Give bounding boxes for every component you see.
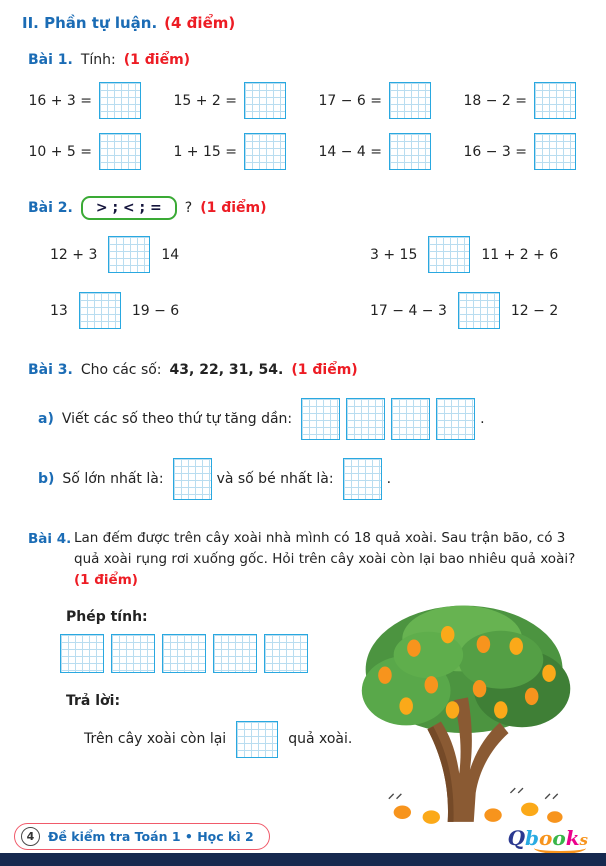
section-header (0, 0, 606, 32)
comparison-right: 19 − 6 (131, 302, 180, 319)
answer-grid[interactable] (389, 82, 431, 119)
bai1-row-1 (28, 82, 576, 119)
comparison-left: 13 (50, 302, 68, 319)
answer-grid[interactable] (264, 634, 308, 673)
part-b-text-2: và số bé nhất là: (216, 471, 334, 487)
comparison (370, 236, 558, 273)
comparison (50, 292, 179, 329)
page-number: 4 (21, 827, 40, 846)
comparison-symbols-box: > ; < ; = (81, 196, 177, 220)
exercise-2-label: Bài 2. (28, 200, 73, 216)
answer-grid[interactable] (213, 634, 257, 673)
part-a-answer-boxes (301, 398, 475, 440)
exercise-3-intro: Cho các số: (80, 362, 162, 378)
exercise-1-header (28, 52, 606, 68)
comparison-right: 11 + 2 + 6 (481, 246, 559, 263)
answer-grid[interactable] (60, 634, 104, 673)
bai3-part-a (38, 398, 606, 440)
logo-letter: o (552, 826, 566, 850)
answer-grid[interactable] (236, 721, 278, 758)
exercise-1 (0, 52, 606, 170)
answer-grid[interactable] (108, 236, 150, 273)
answer-prefix: Trên cây xoài còn lại (84, 731, 227, 748)
bai3-part-b (38, 458, 606, 500)
answer-grid[interactable] (436, 398, 475, 440)
section-points: (4 điểm) (164, 14, 236, 32)
mango-tree-illustration (356, 592, 578, 824)
bai2-row-2 (0, 292, 606, 332)
answer-label: Trả lời: (66, 692, 121, 709)
part-b-answer-box-2-wrap (343, 458, 382, 500)
logo-letter: b (525, 826, 539, 850)
exercise-3-points: (1 điểm) (291, 362, 358, 378)
section-title: II. Phần tự luận. (22, 14, 158, 32)
answer-grid[interactable] (99, 133, 141, 170)
answer-grid[interactable] (79, 292, 121, 329)
comparison-right: 14 (161, 246, 180, 263)
answer-grid[interactable] (534, 133, 576, 170)
answer-grid[interactable] (458, 292, 500, 329)
footer-label (14, 823, 270, 850)
problem-text: Lan đếm được trên cây xoài nhà mình có 18 quả xoài. Sau trận bão, có 3 quả xoài rụng rơi xuống gốc. Hỏi trên cây xoài còn lại bao nhiêu quả xoài? (74, 530, 576, 567)
exercise-4-points: (1 điểm) (74, 571, 138, 588)
answer-grid[interactable] (346, 398, 385, 440)
answer-grid[interactable] (111, 634, 155, 673)
part-a-label: a) (38, 411, 54, 427)
answer-grid[interactable] (244, 133, 286, 170)
equation-text: 18 − 2 = (463, 92, 527, 109)
exercise-1-task: Tính: (80, 52, 116, 68)
comparison-left: 17 − 4 − 3 (370, 302, 447, 319)
equation (318, 82, 431, 119)
answer-grid[interactable] (99, 82, 141, 119)
answer-grid[interactable] (162, 634, 206, 673)
comparison-left: 3 + 15 (370, 246, 418, 263)
equation-text: 16 − 3 = (463, 143, 527, 160)
equation (28, 82, 141, 119)
comparison (370, 292, 558, 329)
exercise-3-numbers: 43, 22, 31, 54. (169, 362, 284, 378)
equation-text: 17 − 6 = (318, 92, 382, 109)
exercise-3-label: Bài 3. (28, 362, 73, 378)
equation (173, 82, 286, 119)
answer-grid[interactable] (343, 458, 382, 500)
equation (28, 133, 141, 170)
exercise-1-points: (1 điểm) (123, 52, 191, 68)
equation-text: 10 + 5 = (28, 143, 92, 160)
answer-grid[interactable] (391, 398, 430, 440)
logo-letter: s (579, 831, 588, 849)
bai1-row-2 (28, 133, 576, 170)
part-b-answer-box-1-wrap (173, 458, 212, 500)
part-a-text: Viết các số theo thứ tự tăng dần: (61, 411, 293, 427)
footer-text: Đề kiểm tra Toán 1 • Học kì 2 (48, 829, 254, 844)
logo-letter: o (539, 826, 553, 850)
answer-suffix: quả xoài. (288, 731, 353, 748)
equation-text: 14 − 4 = (318, 143, 382, 160)
answer-grid[interactable] (534, 82, 576, 119)
answer-grid[interactable] (244, 82, 286, 119)
answer-grid[interactable] (428, 236, 470, 273)
equation-text: 15 + 2 = (173, 92, 237, 109)
equation (318, 133, 431, 170)
exercise-2 (0, 196, 606, 332)
exercise-3-header (28, 362, 606, 378)
part-b-period: . (386, 471, 392, 487)
question-mark: ? (184, 200, 193, 216)
part-b-text-1: Số lớn nhất là: (62, 471, 164, 487)
exercise-1-label: Bài 1. (28, 52, 73, 68)
answer-grid[interactable] (173, 458, 212, 500)
equation (463, 82, 576, 119)
comparison (50, 236, 179, 273)
equation (463, 133, 576, 170)
calculation-label: Phép tính: (66, 608, 148, 625)
equation (173, 133, 286, 170)
answer-grid[interactable] (389, 133, 431, 170)
part-b-label: b) (38, 471, 55, 487)
exercise-2-points: (1 điểm) (200, 200, 267, 216)
bai2-row-1 (0, 236, 606, 276)
exercise-2-header (28, 196, 606, 220)
comparison-right: 12 − 2 (510, 302, 559, 319)
comparison-left: 12 + 3 (50, 246, 98, 263)
exercise-3 (0, 362, 606, 500)
logo-letter: Q (507, 826, 526, 850)
answer-grid[interactable] (301, 398, 340, 440)
part-a-period: . (480, 411, 485, 427)
equation-text: 16 + 3 = (28, 92, 92, 109)
exercise-4-label: Bài 4. (28, 531, 72, 547)
equation-text: 1 + 15 = (173, 143, 237, 160)
logo-letter: k (565, 826, 580, 850)
bottom-bar (0, 853, 606, 866)
exercise-4-problem (28, 528, 582, 591)
